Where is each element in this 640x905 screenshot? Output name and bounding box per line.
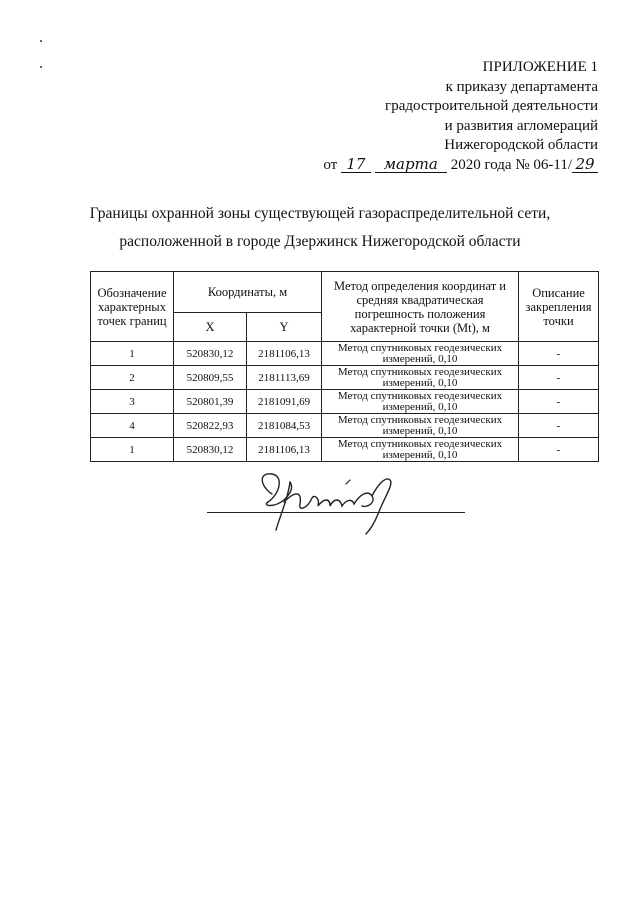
signature-line [207, 512, 465, 513]
method-cell [322, 390, 519, 414]
method-line-2: измерений, 0,10 [382, 400, 458, 413]
desc-cell: - [519, 414, 599, 438]
method-line-1: Метод спутниковых геодезических [337, 389, 503, 402]
x-cell: 520830,12 [174, 438, 247, 462]
table-row [91, 342, 599, 366]
y-cell: 2181084,53 [247, 414, 322, 438]
method-cell [322, 438, 519, 462]
method-line-2: измерений, 0,10 [382, 352, 458, 365]
handwritten-signature [250, 468, 410, 543]
title-line-1: Границы охранной зоны существующей газораспределительной сети, [89, 205, 551, 222]
y-cell: 2181091,69 [247, 390, 322, 414]
method-line-1: Метод спутниковых геодезических [337, 365, 503, 378]
point-cell: 3 [91, 390, 174, 414]
point-cell: 1 [91, 438, 174, 462]
method-line-2: измерений, 0,10 [382, 448, 458, 461]
y-cell: 2181106,13 [247, 438, 322, 462]
handwritten-day: 17 [341, 157, 371, 173]
header-line: к приказу департамента [445, 78, 598, 95]
method-cell [322, 414, 519, 438]
handwritten-month: марта [375, 157, 447, 173]
table-row [91, 438, 599, 462]
point-cell: 2 [91, 366, 174, 390]
document-title [0, 200, 640, 256]
desc-cell: - [519, 390, 599, 414]
y-cell: 2181113,69 [247, 366, 322, 390]
header-line: и развития агломераций [444, 117, 598, 134]
header-method: Метод определения координат и средняя квадратическая погрешность положения характерной точки (Mt), м [322, 272, 519, 342]
header-line: градостроительной деятельности [385, 98, 598, 114]
appendix-header [278, 58, 598, 175]
table-row [91, 366, 599, 390]
header-coordinates: Координаты, м [174, 272, 322, 313]
order-date-line [278, 156, 598, 176]
method-line-2: измерений, 0,10 [382, 376, 458, 389]
method-cell [322, 366, 519, 390]
method-cell [322, 342, 519, 366]
desc-cell: - [519, 366, 599, 390]
date-prefix: от [323, 156, 338, 173]
point-cell: 4 [91, 414, 174, 438]
header-y: Y [247, 313, 322, 342]
header-x: X [174, 313, 247, 342]
scan-speck [40, 40, 42, 42]
header-line: Нижегородской области [444, 137, 598, 153]
table-row [91, 414, 599, 438]
method-line-1: Метод спутниковых геодезических [337, 413, 503, 426]
method-line-1: Метод спутниковых геодезических [337, 341, 503, 354]
desc-cell: - [519, 342, 599, 366]
date-year-text: 2020 года № 06-11/ [450, 156, 572, 173]
point-cell: 1 [91, 342, 174, 366]
x-cell: 520801,39 [174, 390, 247, 414]
appendix-label: ПРИЛОЖЕНИЕ 1 [482, 59, 598, 75]
scan-speck [40, 66, 42, 68]
boundary-points-table [90, 271, 599, 462]
x-cell: 520822,93 [174, 414, 247, 438]
header-description: Описание закрепления точки [519, 272, 599, 342]
method-line-2: измерений, 0,10 [382, 424, 458, 437]
x-cell: 520830,12 [174, 342, 247, 366]
header-point-designation: Обозначение характерных точек границ [91, 272, 174, 342]
x-cell: 520809,55 [174, 366, 247, 390]
y-cell: 2181106,13 [247, 342, 322, 366]
handwritten-order-number: 29 [572, 157, 598, 173]
title-line-2: расположенной в городе Дзержинск Нижегородской области [119, 233, 521, 250]
desc-cell: - [519, 438, 599, 462]
method-line-1: Метод спутниковых геодезических [337, 437, 503, 450]
table-row [91, 390, 599, 414]
